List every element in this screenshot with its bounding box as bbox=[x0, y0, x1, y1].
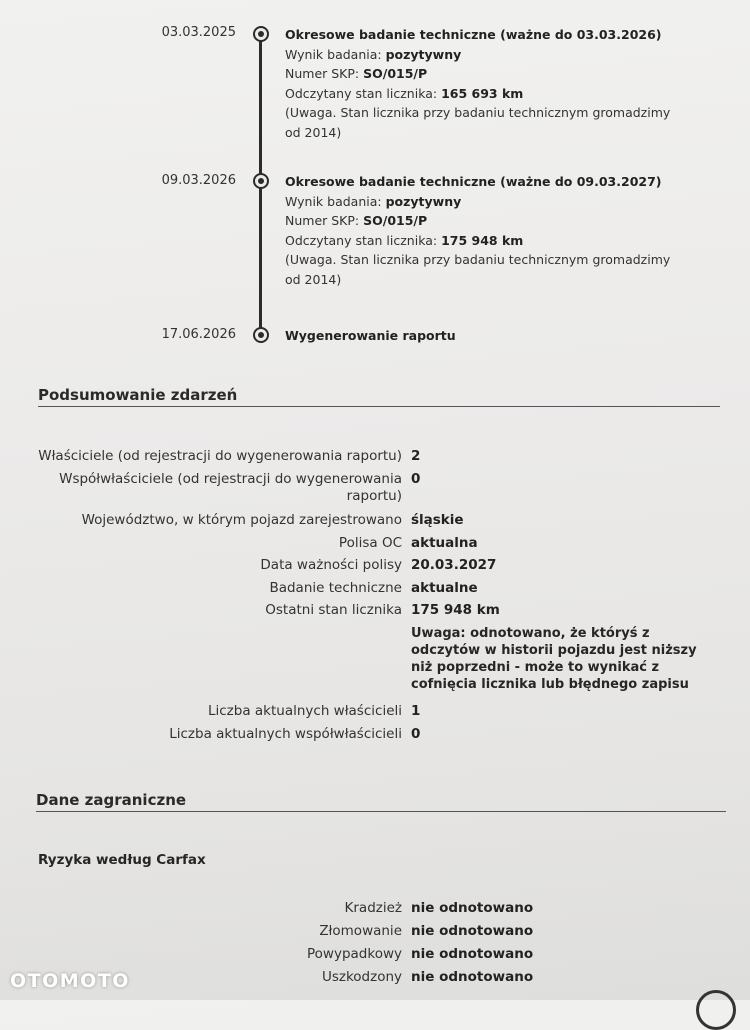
row-label-theft: Kradzież bbox=[344, 900, 402, 916]
row-label-owners: Właściciele (od rejestracji do wygenerowania raportu) bbox=[38, 448, 402, 464]
row-value-owners: 2 bbox=[411, 448, 421, 464]
timeline-event bbox=[285, 172, 705, 289]
row-label-oc-policy: Polisa OC bbox=[338, 535, 402, 551]
odometer-warning: Uwaga: odnotowano, że któryś z odczytów w historii pojazdu jest niższy niż poprzedni - może to wynikać z cofnięcia licznika lub błędnego zapisu bbox=[411, 626, 697, 692]
event-title: Wygenerowanie raportu bbox=[285, 328, 456, 343]
row-value-current-coowners: 0 bbox=[411, 726, 421, 742]
row-value-odometer: 175 948 km bbox=[411, 602, 500, 618]
event-date: 09.03.2026 bbox=[161, 173, 236, 188]
row-label-current-owners: Liczba aktualnych właścicieli bbox=[207, 703, 402, 719]
event-odometer: Odczytany stan licznika: 165 693 km bbox=[285, 85, 524, 101]
row-value-scrapping: nie odnotowano bbox=[411, 923, 534, 939]
summary-header: Podsumowanie zdarzeń bbox=[38, 386, 720, 407]
event-date: 17.06.2026 bbox=[161, 327, 236, 342]
otomoto-watermark: OTOMOTO bbox=[10, 970, 130, 992]
row-label-scrapping: Złomowanie bbox=[319, 923, 402, 939]
event-date: 03.03.2025 bbox=[161, 25, 236, 40]
row-label-accident: Powypadkowy bbox=[307, 946, 402, 962]
timeline-event bbox=[285, 25, 705, 142]
row-value-inspection: aktualne bbox=[411, 580, 478, 596]
row-label-policy-date: Data ważności polisy bbox=[260, 557, 402, 573]
row-label-inspection: Badanie techniczne bbox=[269, 580, 402, 596]
event-result: Wynik badania: pozytywny bbox=[285, 193, 462, 209]
timeline-dot-icon bbox=[253, 26, 269, 42]
row-value-current-owners: 1 bbox=[411, 703, 421, 719]
event-skp: Numer SKP: SO/015/P bbox=[285, 213, 428, 228]
event-note: (Uwaga. Stan licznika przy badaniu technicznym gromadzimy od 2014) bbox=[285, 105, 671, 140]
timeline-event bbox=[285, 326, 705, 346]
row-value-theft: nie odnotowano bbox=[411, 900, 534, 916]
row-label-coowners: Współwłaściciele (od rejestracji do wygenerowania raportu) bbox=[59, 471, 402, 504]
row-value-policy-date: 20.03.2027 bbox=[411, 557, 497, 573]
row-value-accident: nie odnotowano bbox=[411, 946, 534, 962]
row-label-voivodeship: Województwo, w którym pojazd zarejestrowano bbox=[81, 512, 402, 528]
row-value-damaged: nie odnotowano bbox=[411, 969, 534, 985]
timeline-dot-icon bbox=[253, 327, 269, 343]
row-value-oc-policy: aktualna bbox=[411, 535, 478, 551]
row-label-damaged: Uszkodzony bbox=[321, 969, 402, 985]
row-value-coowners: 0 bbox=[411, 471, 421, 487]
carfax-title: Ryzyka według Carfax bbox=[38, 852, 206, 868]
event-title: Okresowe badanie techniczne (ważne do 09.03.2027) bbox=[285, 174, 662, 189]
timeline-dot-icon bbox=[253, 173, 269, 189]
event-result: Wynik badania: pozytywny bbox=[285, 46, 462, 62]
event-note: (Uwaga. Stan licznika przy badaniu technicznym gromadzimy od 2014) bbox=[285, 252, 671, 287]
event-odometer: Odczytany stan licznika: 175 948 km bbox=[285, 232, 524, 248]
row-label-odometer: Ostatni stan licznika bbox=[265, 602, 402, 618]
event-skp: Numer SKP: SO/015/P bbox=[285, 66, 428, 81]
row-value-voivodeship: śląskie bbox=[411, 512, 464, 528]
row-label-current-coowners: Liczba aktualnych współwłaścicieli bbox=[169, 726, 402, 742]
foreign-header: Dane zagraniczne bbox=[36, 791, 726, 812]
corner-circle-icon bbox=[696, 990, 736, 1030]
event-title: Okresowe badanie techniczne (ważne do 03.03.2026) bbox=[285, 27, 662, 42]
